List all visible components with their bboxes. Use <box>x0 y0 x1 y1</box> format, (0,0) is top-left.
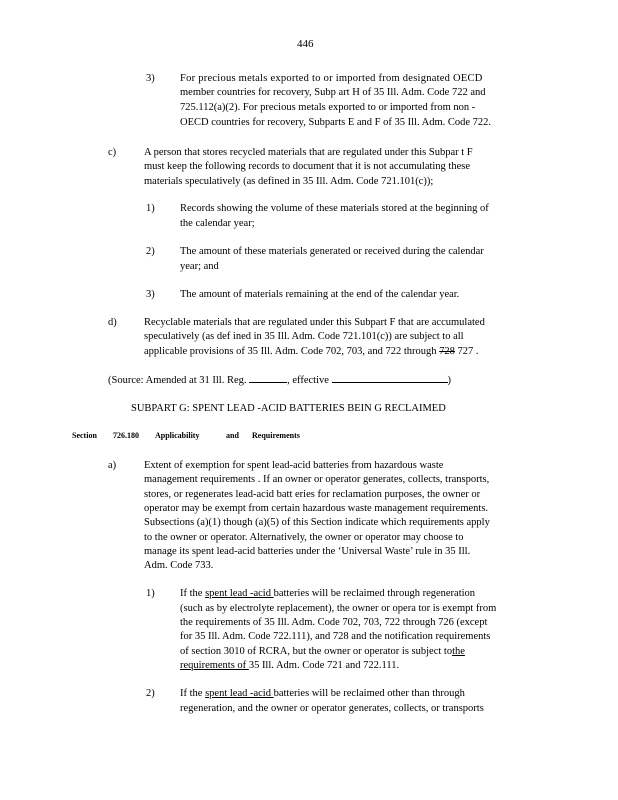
item-label: 2) <box>146 246 155 257</box>
text-line: The amount of these materials generated or received during the calendar <box>180 246 484 257</box>
text-line: Adm. Code 733. <box>144 560 214 571</box>
text-line: For precious metals exported to or imported from designated OECD <box>180 73 483 84</box>
text-line: 725.112(a)(2). For precious metals exported to or imported from non - <box>180 102 476 113</box>
paragraph-label: a) <box>108 460 117 471</box>
text-line: materials speculatively (as defined in 35 Ill. Adm. Code 721.101(c)); <box>144 176 434 187</box>
section-word: Section <box>72 431 97 440</box>
text-line: operator may be exempt from certain hazardous waste management requirements. <box>144 503 489 514</box>
section-number: 726.180 <box>113 431 139 440</box>
text-line: requirements of 35 Ill. Adm. Code 721 and 722.111. <box>180 660 400 671</box>
item-label: 1) <box>146 203 155 214</box>
text-line: (such as by electrolyte replacement), the owner or opera tor is exempt from <box>180 603 497 614</box>
text-line: to the owner or operator. Alternatively, the owner or operator may choose to <box>144 532 464 543</box>
text-line: the calendar year; <box>180 218 255 229</box>
text-line: The amount of materials remaining at the end of the calendar year. <box>180 289 460 300</box>
item-label: 1) <box>146 588 155 599</box>
text-line: Recyclable materials that are regulated under this Subpart F that are accumulated <box>144 317 485 328</box>
text-line: applicable provisions of 35 Ill. Adm. Code 702, 703, and 722 through 728 727 . <box>144 346 479 357</box>
text-line: manage its spent lead-acid batteries under the ‘Universal Waste’ rule in 35 Ill. <box>144 546 471 557</box>
text-line: speculatively (as def ined in 35 Ill. Adm. Code 721.101(c)) are subject to all <box>144 331 464 342</box>
blank-reg <box>249 372 287 383</box>
text-line: for 35 Ill. Adm. Code 722.111), and 728 and the notification requirements <box>180 631 491 642</box>
section-title: and <box>226 431 239 440</box>
struck-text: 728 <box>439 346 455 357</box>
blank-effective <box>332 372 448 383</box>
section-title: Requirements <box>252 431 300 440</box>
paragraph-label: d) <box>108 317 117 328</box>
subpart-heading: SUBPART G: SPENT LEAD -ACID BATTERIES BEIN G RECLAIMED <box>131 403 446 414</box>
text-line: year; and <box>180 261 219 272</box>
underlined-text: the <box>452 646 465 657</box>
text-line: If the spent lead -acid batteries will be reclaimed other than through <box>180 688 465 699</box>
underlined-text: requirements of <box>180 660 249 671</box>
text-line: OECD countries for recovery, Subparts E and F of 35 Ill. Adm. Code 722. <box>180 117 492 128</box>
section-title: Applicability <box>155 431 200 440</box>
item-label: 3) <box>146 289 155 300</box>
paragraph-label: c) <box>108 147 117 158</box>
text-line: If the spent lead -acid batteries will be reclaimed through regeneration <box>180 588 476 599</box>
text-line: Records showing the volume of these materials stored at the beginning of <box>180 203 489 214</box>
text-line: member countries for recovery, Subp art H of 35 Ill. Adm. Code 722 and <box>180 87 486 98</box>
text-line: management requirements . If an owner or operator generates, collects, transports, <box>144 474 490 485</box>
underlined-text: spent lead -acid <box>205 588 274 599</box>
text-line: A person that stores recycled materials that are regulated under this Subpar t F <box>144 147 473 158</box>
text-line: must keep the following records to document that it is not accumulating these <box>144 161 471 172</box>
page-number: 446 <box>297 38 314 50</box>
text-line: of section 3010 of RCRA, but the owner or operator is subject tothe <box>180 646 465 657</box>
source-note: (Source: Amended at 31 Ill. Reg. , effective ) <box>108 372 451 388</box>
text-line: regeneration, and the owner or operator generates, collects, or transports <box>180 703 484 714</box>
text-line: the requirements of 35 Ill. Adm. Code 702, 703, 722 through 726 (except <box>180 617 488 628</box>
text-line: Subsections (a)(1) though (a)(5) of this Section indicate which requirements apply <box>144 517 490 528</box>
item-label: 2) <box>146 688 155 699</box>
underlined-text: spent lead -acid <box>205 688 274 699</box>
item-label: 3) <box>146 73 155 84</box>
text-line: Extent of exemption for spent lead-acid batteries from hazardous waste <box>144 460 444 471</box>
text-line: stores, or regenerates lead-acid batt eries for reclamation purposes, the owner or <box>144 489 481 500</box>
